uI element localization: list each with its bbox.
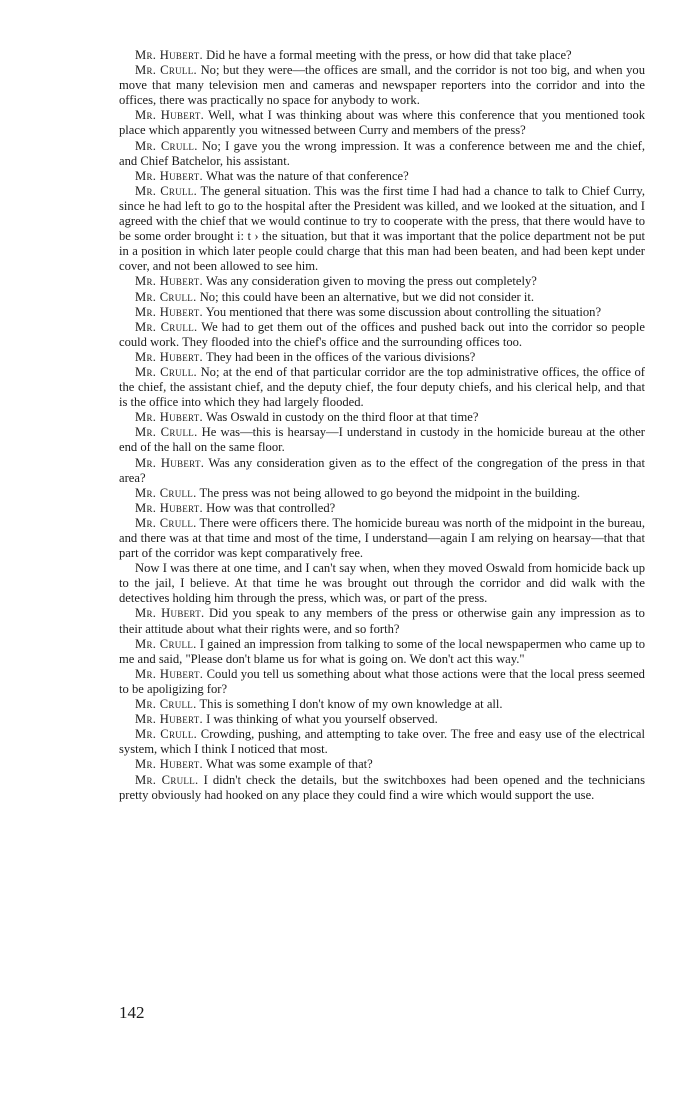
speaker-name: Mr. Crull. — [135, 138, 198, 153]
paragraph-text: They had been in the offices of the various divisions? — [205, 349, 476, 364]
paragraph-text: What was the nature of that conference? — [205, 168, 409, 183]
paragraph-text: The press was not being allowed to go beyond the midpoint in the building. — [199, 485, 581, 500]
paragraph-text: No; at the end of that particular corridor are the top administrative offices, the office of the chief, the assistant chief, and the deputy chief, the four deputy chiefs, and his clerical help, and that is the office into which they had largely flooded. — [119, 364, 645, 410]
paragraph-text: What was some example of that? — [205, 757, 373, 772]
testimony-paragraph — [119, 290, 645, 305]
paragraph-text: We had to get them out of the offices and pushed back out into the corridor so people could work. They flooded into the chief's office and the surrounding offices too. — [119, 319, 646, 349]
paragraph-text: This is something I don't know of my own knowledge at all. — [199, 697, 503, 712]
testimony-paragraph — [119, 486, 645, 501]
paragraph-text: There were officers there. The homicide bureau was north of the midpoint in the bureau, and there was at that time and most of the time, I understand—again I am relying on hearsay—that that part of the corridor was kept comparatively free. — [119, 515, 645, 561]
speaker-name: Mr. Hubert. — [135, 168, 204, 183]
testimony-paragraph — [119, 365, 645, 410]
testimony-paragraph — [119, 48, 645, 63]
speaker-name: Mr. Hubert. — [135, 757, 204, 772]
testimony-paragraph — [119, 637, 645, 667]
testimony-paragraph — [119, 305, 645, 320]
testimony-paragraph — [119, 320, 645, 350]
testimony-paragraph — [119, 757, 645, 772]
testimony-paragraph — [119, 727, 645, 757]
speaker-name: Mr. Hubert. — [135, 455, 205, 470]
speaker-name: Mr. Crull. — [135, 727, 198, 742]
paragraph-text: Did he have a formal meeting with the press, or how did that take place? — [206, 48, 572, 62]
paragraph-text: I gained an impression from talking to some of the local newspapermen who came up to me and said, "Please don't blame us for what is going on. We don't act this way." — [119, 636, 645, 666]
speaker-name: Mr. Crull. — [135, 319, 198, 334]
paragraph-text: Was any consideration given to moving the press out completely? — [205, 274, 537, 289]
testimony-paragraph — [119, 139, 645, 169]
speaker-name: Mr. Hubert. — [135, 712, 204, 727]
speaker-name: Mr. Crull. — [135, 636, 197, 651]
paragraph-text: How was that controlled? — [206, 500, 336, 515]
testimony-paragraph — [119, 712, 645, 727]
speaker-name: Mr. Crull. — [135, 425, 198, 440]
paragraph-text: No; but they were—the offices are small, and the corridor is not too big, and when you move that many television men and cameras and newspaper reporters into the corridor and into the offices, there was practically no space for anybody to work. — [119, 63, 646, 108]
paragraph-text: Well, what I was thinking about was where this conference that you mentioned took place which apparently you witnessed between Curry and members of the press? — [119, 108, 645, 138]
speaker-name: Mr. Crull. — [135, 183, 198, 198]
testimony-paragraph — [119, 697, 645, 712]
paragraph-text: Was Oswald in custody on the third floor at that time? — [205, 410, 479, 425]
speaker-name: Mr. Crull. — [135, 772, 199, 787]
speaker-name: Mr. Hubert. — [135, 349, 204, 364]
speaker-name: Mr. Hubert. — [135, 108, 205, 123]
paragraph-text: The general situation. This was the first time I had had a chance to talk to Chief Curry, since he had left to go to the hospital after the President was killed, and we looked at the situation, and I agreed with the chief that we would continue to try to cooperate with the press, that there would have to be some order brought i: t › the situation, but that it was important that the police department not be put in a position in which later people could charge that this man had been beaten, and had been kept under cover, and not been allowed to see him. — [119, 183, 645, 274]
testimony-paragraph — [119, 456, 645, 486]
speaker-name: Mr. Hubert. — [135, 500, 204, 515]
speaker-name: Mr. Hubert. — [135, 304, 204, 319]
paragraph-text: I was thinking of what you yourself observed. — [206, 712, 438, 727]
paragraph-text: Did you speak to any members of the press or otherwise gain any impression as to their attitude about what their rights were, and so forth? — [119, 606, 645, 636]
speaker-name: Mr. Hubert. — [135, 274, 204, 289]
speaker-name: Mr. Crull. — [135, 63, 197, 78]
testimony-paragraph — [119, 274, 645, 289]
speaker-name: Mr. Hubert. — [135, 48, 204, 62]
testimony-paragraph — [119, 184, 645, 275]
paragraph-text: I didn't check the details, but the switchboxes had been opened and the technicians pretty obviously had hooked on any place they could find a wire which would support the use. — [119, 772, 646, 802]
paragraph-text: Could you tell us something about what those actions were that the local press seemed to be apoligizing for? — [119, 666, 645, 696]
speaker-name: Mr. Hubert. — [135, 666, 204, 681]
paragraph-text: No; this could have been an alternative, but we did not consider it. — [199, 289, 535, 304]
page-number: 142 — [119, 1003, 145, 1022]
testimony-paragraph — [119, 410, 645, 425]
testimony-paragraph — [119, 108, 645, 138]
testimony-paragraph — [119, 773, 645, 803]
paragraph-text: He was—this is hearsay—I understand in custody in the homicide bureau at the other end of the hall on the same floor. — [119, 425, 645, 455]
testimony-paragraph — [119, 425, 645, 455]
testimony-paragraph — [119, 350, 645, 365]
speaker-name: Mr. Hubert. — [135, 410, 204, 425]
testimony-paragraph — [119, 667, 645, 697]
speaker-name: Mr. Hubert. — [135, 606, 205, 621]
testimony-paragraph — [119, 606, 645, 636]
testimony-paragraph — [119, 63, 645, 108]
paragraph-text: You mentioned that there was some discussion about controlling the situation? — [205, 304, 602, 319]
speaker-name: Mr. Crull. — [135, 289, 197, 304]
speaker-name: Mr. Crull. — [135, 364, 197, 379]
testimony-paragraph — [119, 169, 645, 184]
speaker-name: Mr. Crull. — [135, 697, 197, 712]
testimony-text — [119, 48, 645, 803]
paragraph-text: Crowding, pushing, and attempting to take over. The free and easy use of the electrical system, which I think I noticed that most. — [119, 727, 646, 757]
speaker-name: Mr. Crull. — [135, 485, 197, 500]
paragraph-text: Was any consideration given as to the effect of the congregation of the press in that area? — [119, 455, 645, 485]
testimony-paragraph — [119, 501, 645, 516]
testimony-paragraph — [119, 561, 645, 606]
speaker-name: Mr. Crull. — [135, 515, 197, 530]
paragraph-text: No; I gave you the wrong impression. It was a conference between me and the chief, and Chief Batchelor, his assistant. — [119, 138, 646, 168]
testimony-paragraph — [119, 516, 645, 561]
paragraph-text: Now I was there at one time, and I can't say when, when they moved Oswald from homicide back up to the jail, I believe. At that time he was brought out through the corridor and did walk with the detectives holding him through the press, which was, or part of the press. — [119, 561, 645, 606]
